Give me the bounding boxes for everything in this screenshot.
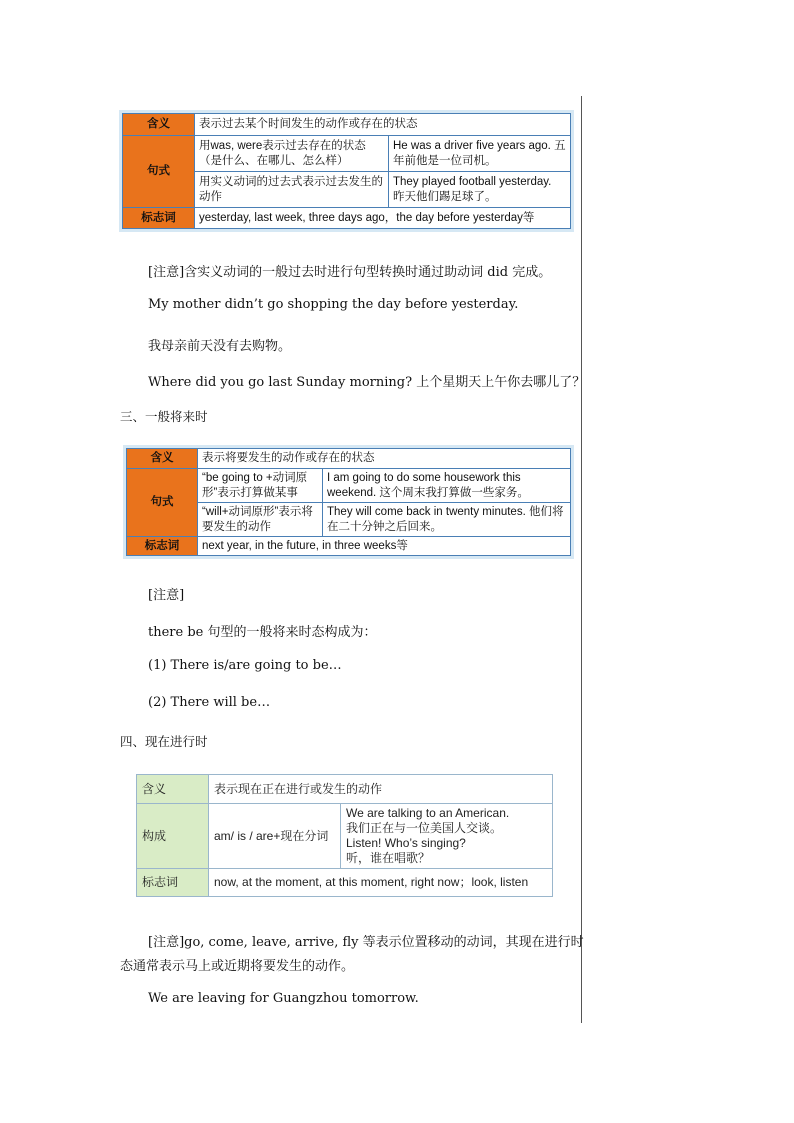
note-future-text: there be 句型的一般将来时态构成为：: [148, 625, 377, 640]
note-future-2: (2) There will be…: [148, 695, 271, 710]
example-line-4: 听，谁在唱歌？: [346, 851, 431, 865]
future-tense-table: [126, 448, 571, 556]
form-example-1: He was a driver five years ago. 五年前他是一位司机。: [389, 136, 571, 172]
form-example-2: They played football yesterday. 昨天他们踢足球了。: [389, 172, 571, 208]
example-progressive: We are leaving for Guangzhou tomorrow.: [148, 991, 419, 1006]
note-future-label: [注意]: [148, 588, 185, 603]
note-past: [注意]含实义动词的一般过去时进行句型转换时通过助动词 did 完成。: [148, 265, 552, 280]
signal-label: 标志词: [137, 869, 209, 897]
form-rule-2: “will+动词原形”表示将要发生的动作: [198, 503, 323, 537]
example-past-1-cn: 我母亲前天没有去购物。: [148, 339, 292, 354]
form-rule-1: 用was, were表示过去存在的状态（是什么、在哪儿、怎么样）: [195, 136, 389, 172]
form-examples: [341, 804, 553, 869]
meaning-label: 含义: [123, 114, 195, 136]
note-future-1: (1) There is/are going to be…: [148, 658, 342, 673]
meaning-text: 表示将要发生的动作或存在的状态: [198, 449, 571, 469]
page-margin-rule: [581, 96, 582, 1023]
signal-text: yesterday, last week, three days ago，the day before yesterday等: [195, 208, 571, 229]
form-rule: am/ is / are+现在分词: [209, 804, 341, 869]
example-line-2: 我们正在与一位美国人交谈。: [346, 821, 503, 835]
example-past-2: Where did you go last Sunday morning? 上个星期天上午你去哪儿了？: [148, 375, 586, 390]
form-rule-2: 用实义动词的过去式表示过去发生的动作: [195, 172, 389, 208]
progressive-tense-table: [136, 774, 553, 897]
heading-future: 三、一般将来时: [120, 409, 208, 424]
form-label: 句式: [127, 469, 198, 537]
form-label: 构成: [137, 804, 209, 869]
signal-text: next year, in the future, in three weeks等: [198, 537, 571, 556]
example-past-1: My mother didn’t go shopping the day before yesterday.: [148, 297, 519, 312]
heading-progressive: 四、现在进行时: [120, 734, 208, 749]
form-label: 句式: [123, 136, 195, 208]
signal-label: 标志词: [127, 537, 198, 556]
signal-text: now, at the moment, at this moment, right now；look, listen: [209, 869, 553, 897]
note-progressive-1: [注意]go, come, leave, arrive, fly 等表示位置移动的动词，其现在进行时: [148, 935, 584, 950]
meaning-text: 表示现在正在进行或发生的动作: [209, 775, 553, 804]
meaning-text: 表示过去某个时间发生的动作或存在的状态: [195, 114, 571, 136]
signal-label: 标志词: [123, 208, 195, 229]
past-tense-table: [122, 113, 571, 229]
example-line-3: Listen! Who’s singing?: [346, 836, 466, 850]
form-example-2: They will come back in twenty minutes. 他们将在二十分钟之后回来。: [323, 503, 571, 537]
form-example-1: I am going to do some housework this weekend. 这个周末我打算做一些家务。: [323, 469, 571, 503]
example-line-1: We are talking to an American.: [346, 806, 510, 820]
form-rule-1: “be going to +动词原形”表示打算做某事: [198, 469, 323, 503]
meaning-label: 含义: [137, 775, 209, 804]
note-progressive-2: 态通常表示马上或近期将要发生的动作。: [120, 959, 355, 974]
meaning-label: 含义: [127, 449, 198, 469]
